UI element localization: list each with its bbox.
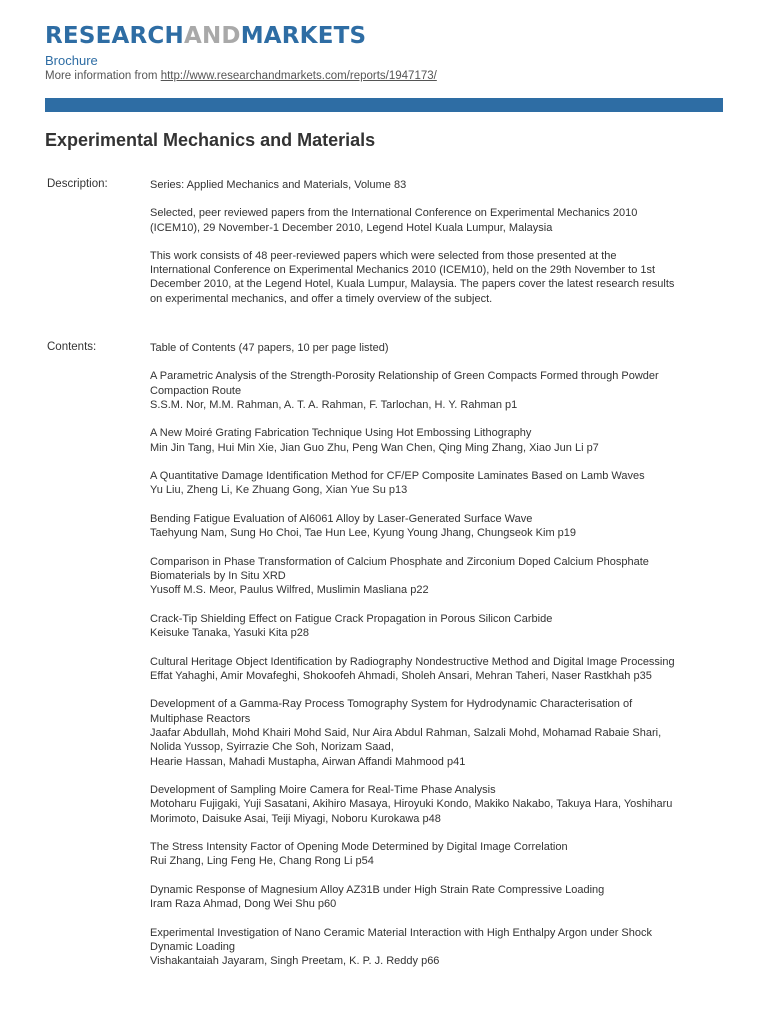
paper-entry [150,926,725,969]
paper-entry [150,783,725,826]
paper-entry [150,369,725,412]
paper-entry [150,840,725,869]
work-line: This work consists of 48 peer-reviewed papers which were selected from those presented at the [150,249,617,262]
paper-authors: Effat Yahaghi, Amir Movafeghi, Shokoofeh Ahmadi, Sholeh Ansari, Mehran Taheri, Naser Rastkhah p35 [150,669,652,682]
paper-title: Multiphase Reactors [150,712,251,725]
paper-entry [150,555,725,598]
work-text [150,249,725,306]
more-info-prefix: More information from [45,70,161,82]
paper-entry [150,883,725,912]
paper-entry [150,655,725,684]
series-line: Series: Applied Mechanics and Materials, Volume 83 [150,179,407,191]
paper-title: Biomaterials by In Situ XRD [150,570,286,583]
paper-authors: Jaafar Abdullah, Mohd Khairi Mohd Said, Nur Aira Abdul Rahman, Salzali Mohd, Mohamad Rabaie Shari, [150,726,662,739]
paper-authors: Vishakantaiah Jayaram, Singh Preetam, K. P. J. Reddy p66 [150,955,440,968]
selected-line: (ICEM10), 29 November-1 December 2010, Legend Hotel Kuala Lumpur, Malaysia [150,221,553,234]
work-line: on experimental mechanics, and offer a timely overview of the subject. [150,292,493,305]
paper-authors: Min Jin Tang, Hui Min Xie, Jian Guo Zhu, Peng Wan Chen, Qing Ming Zhang, Xiao Jun Li p7 [150,441,599,454]
paper-authors: S.S.M. Nor, M.M. Rahman, A. T. A. Rahman, F. Tarlochan, H. Y. Rahman p1 [150,398,518,411]
contents-label: Contents: [47,341,97,353]
logo-research: RESEARCH [45,23,184,49]
paper-authors: Hearie Hassan, Mahadi Mustapha, Airwan Affandi Mahmood p41 [150,755,466,768]
header-divider-bar [45,98,723,112]
work-line: International Conference on Experimental Mechanics 2010 (ICEM10), held on the 29th November to 1st [150,264,656,277]
paper-title: Cultural Heritage Object Identification by Radiography Nondestructive Method and Digital Image Processing [150,655,675,668]
description-label: Description: [47,178,108,190]
paper-authors: Iram Raza Ahmad, Dong Wei Shu p60 [150,898,337,911]
paper-title: Dynamic Loading [150,940,235,953]
paper-title: Crack-Tip Shielding Effect on Fatigue Crack Propagation in Porous Silicon Carbide [150,612,553,625]
selected-line: Selected, peer reviewed papers from the International Conference on Experimental Mechanics 2010 [150,207,638,220]
logo-markets: MARKETS [240,23,367,49]
selected-text [150,206,725,235]
paper-title: The Stress Intensity Factor of Opening Mode Determined by Digital Image Correlation [150,841,568,854]
paper-title: Comparison in Phase Transformation of Calcium Phosphate and Zirconium Doped Calcium Phosphate [150,555,649,568]
paper-authors: Yusoff M.S. Meor, Paulus Wilfred, Muslimin Masliana p22 [150,584,429,597]
paper-title: A New Moiré Grating Fabrication Technique Using Hot Embossing Lithography [150,427,532,440]
brochure-label: Brochure [45,53,98,68]
toc-intro [150,341,725,355]
toc-intro-line: Table of Contents (47 papers, 10 per page listed) [150,342,389,354]
logo-and: AND [183,23,241,49]
paper-authors: Nolida Yussop, Syirrazie Che Soh, Norizam Saad, [150,741,394,754]
description-content [150,178,725,320]
researchandmarkets-logo[interactable] [45,22,366,50]
more-info-line [45,70,437,82]
contents-list [150,341,725,983]
paper-authors: Keisuke Tanaka, Yasuki Kita p28 [150,627,309,640]
paper-title: Bending Fatigue Evaluation of Al6061 Alloy by Laser-Generated Surface Wave [150,512,533,525]
page-title: Experimental Mechanics and Materials [45,130,376,150]
paper-entry [150,469,725,498]
paper-entry [150,426,725,455]
paper-authors: Morimoto, Daisuke Asai, Teiji Miyagi, Noboru Kurokawa p48 [150,812,441,825]
paper-title: Compaction Route [150,384,242,397]
report-link[interactable]: http://www.researchandmarkets.com/reports/1947173/ [160,70,437,82]
paper-title: A Parametric Analysis of the Strength-Porosity Relationship of Green Compacts Formed through Powder [150,370,659,383]
paper-authors: Yu Liu, Zheng Li, Ke Zhuang Gong, Xian Yue Su p13 [150,484,408,497]
work-line: December 2010, at the Legend Hotel, Kuala Lumpur, Malaysia. The papers cover the latest research results [150,278,675,291]
paper-title: Development of a Gamma-Ray Process Tomography System for Hydrodynamic Characterisation of [150,698,633,711]
series-text [150,178,725,192]
paper-entry [150,612,725,641]
paper-authors: Taehyung Nam, Sung Ho Choi, Tae Hun Lee, Kyung Young Jhang, Chungseok Kim p19 [150,527,577,540]
paper-authors: Motoharu Fujigaki, Yuji Sasatani, Akihiro Masaya, Hiroyuki Kondo, Makiko Nakabo, Takuya Hara, Yoshiharu [150,798,673,811]
paper-title: Dynamic Response of Magnesium Alloy AZ31B under High Strain Rate Compressive Loading [150,883,605,896]
paper-entry [150,512,725,541]
paper-authors: Rui Zhang, Ling Feng He, Chang Rong Li p54 [150,855,374,868]
paper-title: Development of Sampling Moire Camera for Real-Time Phase Analysis [150,784,496,797]
paper-title: A Quantitative Damage Identification Method for CF/EP Composite Laminates Based on Lamb Waves [150,470,645,483]
paper-entry [150,697,725,768]
paper-title: Experimental Investigation of Nano Ceramic Material Interaction with High Enthalpy Argon under Shock [150,926,652,939]
